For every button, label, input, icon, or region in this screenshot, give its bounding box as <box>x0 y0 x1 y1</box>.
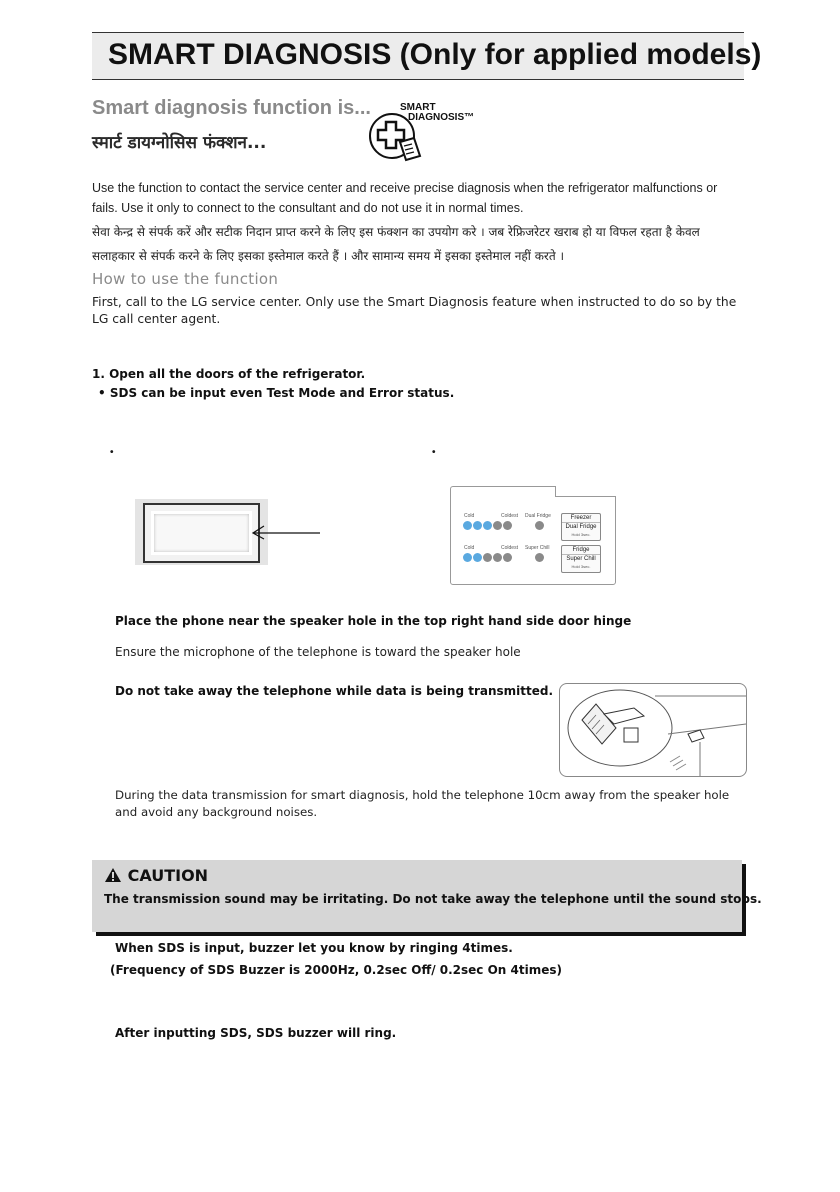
freezer-dualfridge-button[interactable] <box>561 513 601 541</box>
led-indicator <box>463 521 472 530</box>
speaker-hole-frame <box>143 503 260 563</box>
step1-label: 1. Open all the doors of the refrigerator. <box>92 367 366 381</box>
led-indicator <box>463 553 472 562</box>
freezer-button-label: Freezer <box>562 514 600 523</box>
description-en: Use the function to contact the service center and receive precise diagnosis when the refrigerator malfunctions or fails. Use it only to connect to the consultant and do not use it in normal times. <box>92 181 718 215</box>
pointer-arrow-icon <box>250 524 322 540</box>
phone-hinge-illustration <box>559 683 747 777</box>
led-indicator <box>483 553 492 562</box>
hold-label: Hold 3sec. <box>571 532 591 537</box>
hinge-drawing <box>560 684 746 776</box>
how-to-text: First, call to the LG service center. Only use the Smart Diagnosis feature when instructed to do so by the LG call center agent. <box>92 295 737 326</box>
page-title: SMART DIAGNOSIS (Only for applied models) <box>108 38 762 71</box>
led-indicator <box>493 553 502 562</box>
how-to-heading: How to use the function <box>92 270 279 288</box>
row2-leds <box>463 553 543 563</box>
place-phone-text: Place the phone near the speaker hole in the top right hand side door hinge <box>115 614 632 628</box>
bullet-right: • <box>432 447 436 458</box>
description-hi: सेवा केन्द्र से संपर्क करें और सटीक निदान प्राप्त करने के लिए इस फंक्शन का उपयोग करे । जब रेफ्रिजरेटर खराब हो या विफल रहता है केवल सलाहकार से संपर्क करने के लिए इसका इस्तेमाल करते हैं । और सामान्य समय में इसका इस्तेमाल नहीं करते । <box>92 225 700 263</box>
led-indicator <box>503 553 512 562</box>
row1-leds <box>463 521 543 531</box>
logo-text-smart: SMART <box>400 102 436 113</box>
led-indicator <box>473 521 482 530</box>
during-transmission-text: During the data transmission for smart diagnosis, hold the telephone 10cm away from the speaker hole and avoid any background noises. <box>115 788 730 819</box>
led-indicator <box>535 553 544 562</box>
led-indicator <box>473 553 482 562</box>
intro-title-hi: स्मार्ट डायग्नोसिस फंक्शन... <box>92 133 267 153</box>
row2-superchill-label: Super Chill <box>525 545 550 551</box>
smart-diagnosis-logo <box>366 102 496 162</box>
fridge-button-label: Fridge <box>562 546 600 555</box>
led-indicator <box>493 521 502 530</box>
step1-note: • SDS can be input even Test Mode and Error status. <box>98 386 455 400</box>
row1-coldest-label: Coldest <box>501 513 518 519</box>
warning-icon <box>104 867 122 883</box>
ensure-mic-text: Ensure the microphone of the telephone is toward the speaker hole <box>115 645 521 659</box>
dualfridge-button-label: Dual Fridge <box>565 524 597 530</box>
caution-title: CAUTION <box>127 866 209 885</box>
speaker-hole <box>151 511 252 555</box>
control-panel <box>450 486 616 585</box>
buzzer-after: After inputting SDS, SDS buzzer will ring. <box>115 1026 397 1040</box>
superchill-button-label: Super Chill <box>566 556 596 562</box>
bullet-left: • <box>110 447 114 458</box>
buzzer-line2: (Frequency of SDS Buzzer is 2000Hz, 0.2sec Off/ 0.2sec On 4times) <box>110 963 562 977</box>
row2-cold-label: Cold <box>464 545 475 551</box>
led-indicator <box>483 521 492 530</box>
buzzer-line1: When SDS is input, buzzer let you know by ringing 4times. <box>115 941 513 955</box>
fridge-superchill-button[interactable] <box>561 545 601 573</box>
led-indicator <box>503 521 512 530</box>
speaker-hole-image <box>135 499 268 565</box>
panel-tab <box>555 486 616 497</box>
row1-cold-label: Cold <box>464 513 475 519</box>
intro-title-en: Smart diagnosis function is... <box>92 97 371 119</box>
row1-dualfridge-label: Dual Fridge <box>525 513 551 519</box>
led-indicator <box>535 521 544 530</box>
hold-label: Hold 3sec. <box>571 564 591 569</box>
do-not-take-text: Do not take away the telephone while data is being transmitted. <box>115 684 554 698</box>
caution-heading <box>104 866 208 885</box>
row2-coldest-label: Coldest <box>501 545 518 551</box>
caution-text: The transmission sound may be irritating. Do not take away the telephone until the sound stops. <box>104 892 762 906</box>
logo-text-diagnosis: DIAGNOSIS™ <box>408 112 475 123</box>
